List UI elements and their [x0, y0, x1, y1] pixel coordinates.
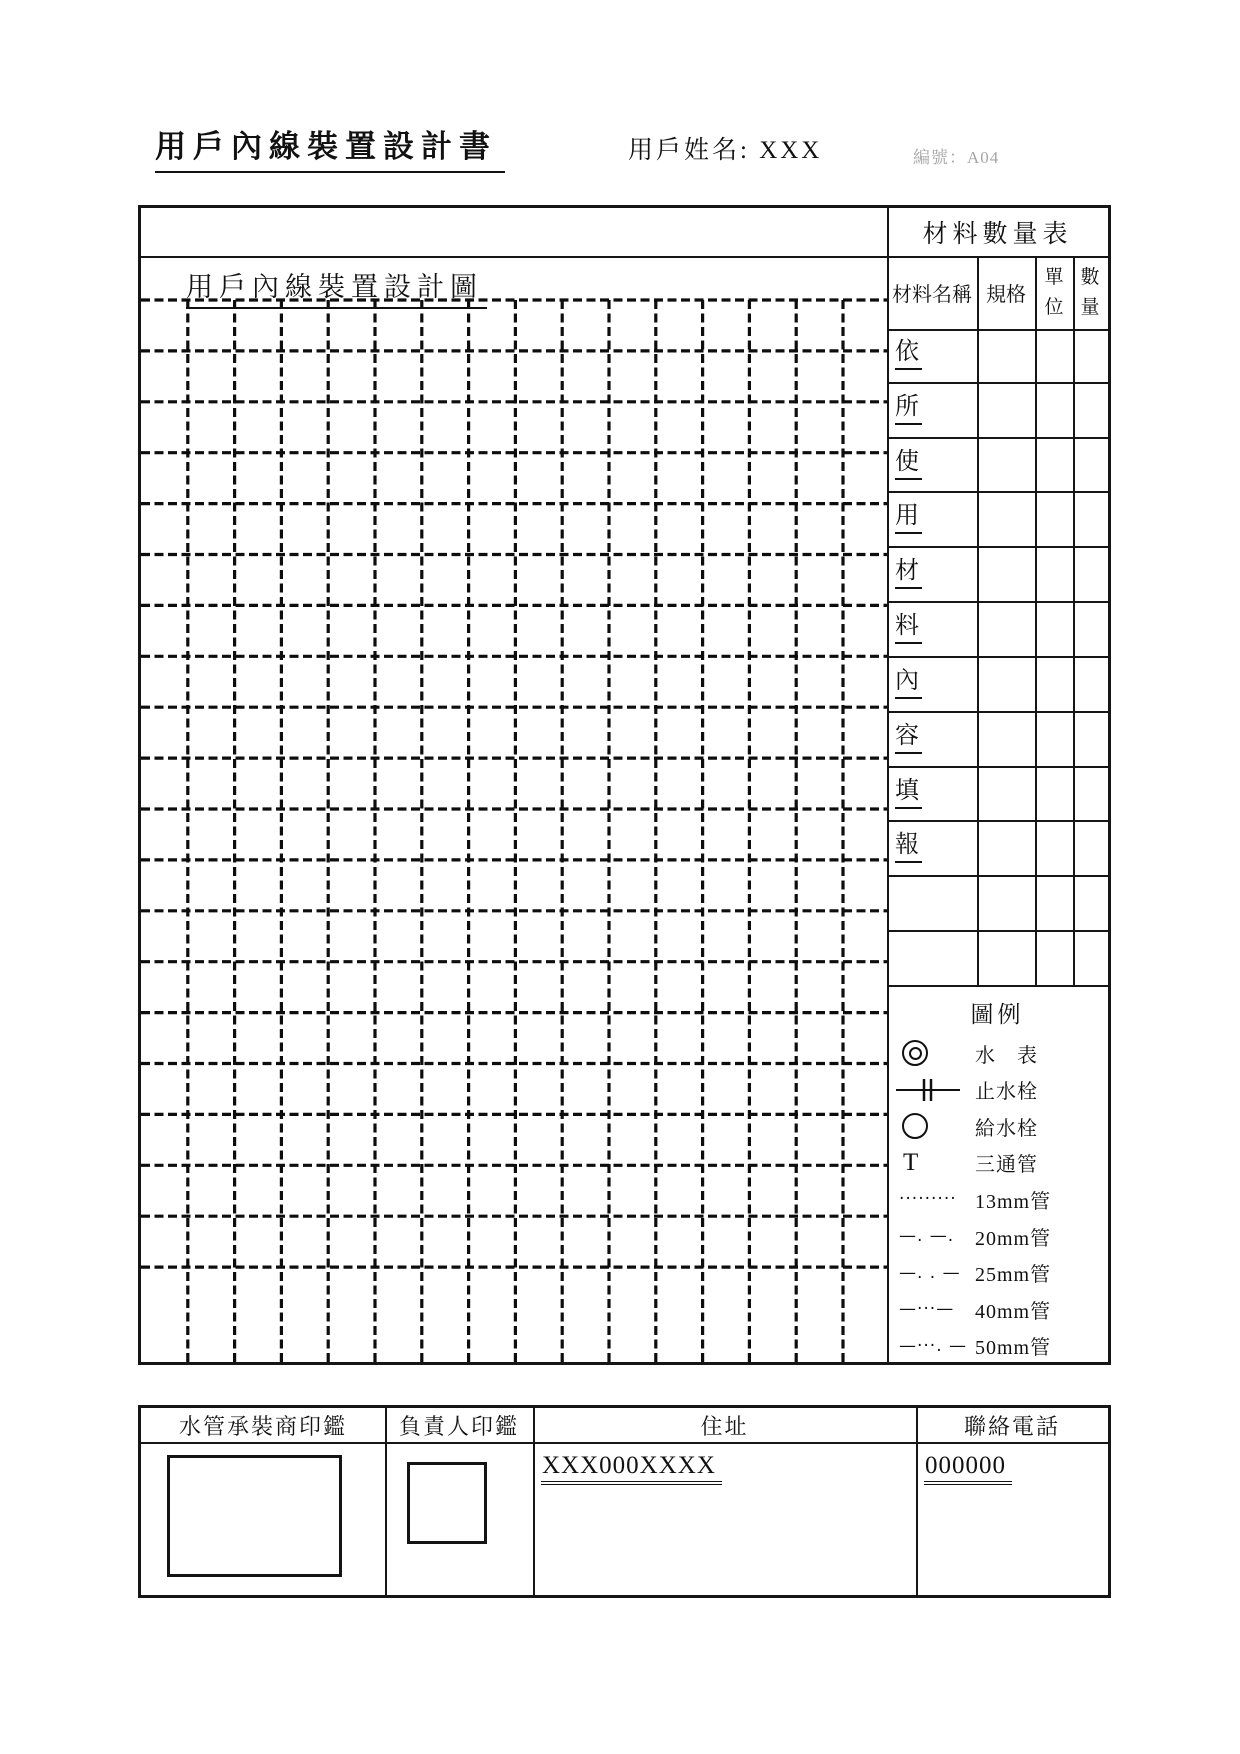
- material-row: [887, 384, 1108, 439]
- phone-value: 000000: [924, 1452, 1012, 1485]
- material-name-value: 容: [895, 722, 922, 754]
- material-row: [887, 329, 1108, 384]
- material-row: [887, 822, 1108, 877]
- legend-label: 50mm管: [975, 1337, 1052, 1360]
- tee-pipe-icon: T: [903, 1148, 919, 1176]
- stop-valve-icon: [895, 1077, 975, 1103]
- column-header-material-name: 材料名稱: [892, 284, 972, 306]
- column-header-spec: 規格: [986, 284, 1026, 306]
- material-name-value: 填: [895, 777, 922, 809]
- material-name-value: 所: [895, 393, 922, 425]
- supply-valve-icon: [895, 1113, 975, 1139]
- header-address: 住址: [700, 1413, 749, 1439]
- material-name-value: [895, 941, 922, 971]
- material-row: [887, 603, 1108, 658]
- material-row: [887, 439, 1108, 494]
- legend: [887, 987, 1108, 1362]
- material-name-value: [895, 886, 922, 916]
- header-phone: 聯絡電話: [963, 1413, 1060, 1439]
- material-row: [887, 548, 1108, 603]
- design-grid: [141, 208, 887, 1362]
- material-row: [887, 713, 1108, 768]
- pipe-50mm-icon: —···. —: [899, 1335, 968, 1356]
- legend-label: 止水栓: [975, 1081, 1038, 1104]
- legend-label: 20mm管: [975, 1227, 1052, 1250]
- material-row: [887, 493, 1108, 548]
- header-contractor-seal: 水管承裝商印鑑: [178, 1413, 347, 1439]
- legend-item: [895, 1220, 1106, 1252]
- material-row: [887, 658, 1108, 713]
- material-name-value: 報: [895, 831, 922, 863]
- legend-label: 40mm管: [975, 1300, 1052, 1323]
- legend-item: [895, 1293, 1106, 1325]
- customer-name-label: 用戶姓名: XXX: [628, 137, 823, 164]
- material-name-value: 用: [895, 502, 922, 534]
- main-table: [138, 205, 1111, 1365]
- legend-item: [895, 1147, 1106, 1179]
- page-title: 用戶內線裝置設計書: [155, 121, 505, 173]
- pipe-20mm-icon: —. —.: [899, 1226, 955, 1246]
- legend-item: [895, 1257, 1106, 1289]
- material-name-value: 使: [895, 448, 922, 480]
- person-seal-box: [407, 1462, 487, 1544]
- legend-label: 25mm管: [975, 1264, 1052, 1287]
- column-header-quantity: 數量: [1080, 267, 1100, 319]
- legend-item: [895, 1330, 1106, 1362]
- pipe-25mm-icon: —. . —: [899, 1262, 961, 1283]
- material-row: [887, 932, 1108, 987]
- divider: [141, 1442, 1108, 1444]
- material-row: [887, 877, 1108, 932]
- material-name-value: 料: [895, 612, 922, 644]
- legend-label: 給水栓: [975, 1117, 1038, 1140]
- doc-number: 編號：A04: [913, 148, 1000, 167]
- material-row: [887, 768, 1108, 823]
- address-value: XXX000XXXX: [541, 1452, 722, 1485]
- legend-item: [895, 1110, 1106, 1142]
- pipe-13mm-icon: ·········: [899, 1189, 957, 1210]
- material-name-value: 材: [895, 557, 922, 589]
- legend-item: [895, 1037, 1106, 1069]
- legend-item: [895, 1183, 1106, 1215]
- legend-label: 13mm管: [975, 1190, 1052, 1213]
- material-name-value: 依: [895, 338, 922, 370]
- contractor-table: [138, 1405, 1111, 1598]
- design-area-heading: 用戶內線裝置設計圖: [186, 265, 487, 309]
- materials-table-title: 材料數量表: [922, 221, 1073, 248]
- material-name-value: 內: [895, 667, 922, 699]
- legend-label: 水 表: [975, 1044, 1038, 1067]
- legend-item: [895, 1074, 1106, 1106]
- pipe-40mm-icon: —···—: [899, 1299, 955, 1320]
- water-meter-icon: [895, 1040, 975, 1066]
- legend-label: 三通管: [975, 1154, 1038, 1177]
- header-person-seal: 負責人印鑑: [398, 1413, 519, 1439]
- contractor-seal-box: [167, 1455, 342, 1577]
- legend-title: 圖例: [970, 1002, 1025, 1027]
- column-header-unit: 單位: [1044, 267, 1064, 319]
